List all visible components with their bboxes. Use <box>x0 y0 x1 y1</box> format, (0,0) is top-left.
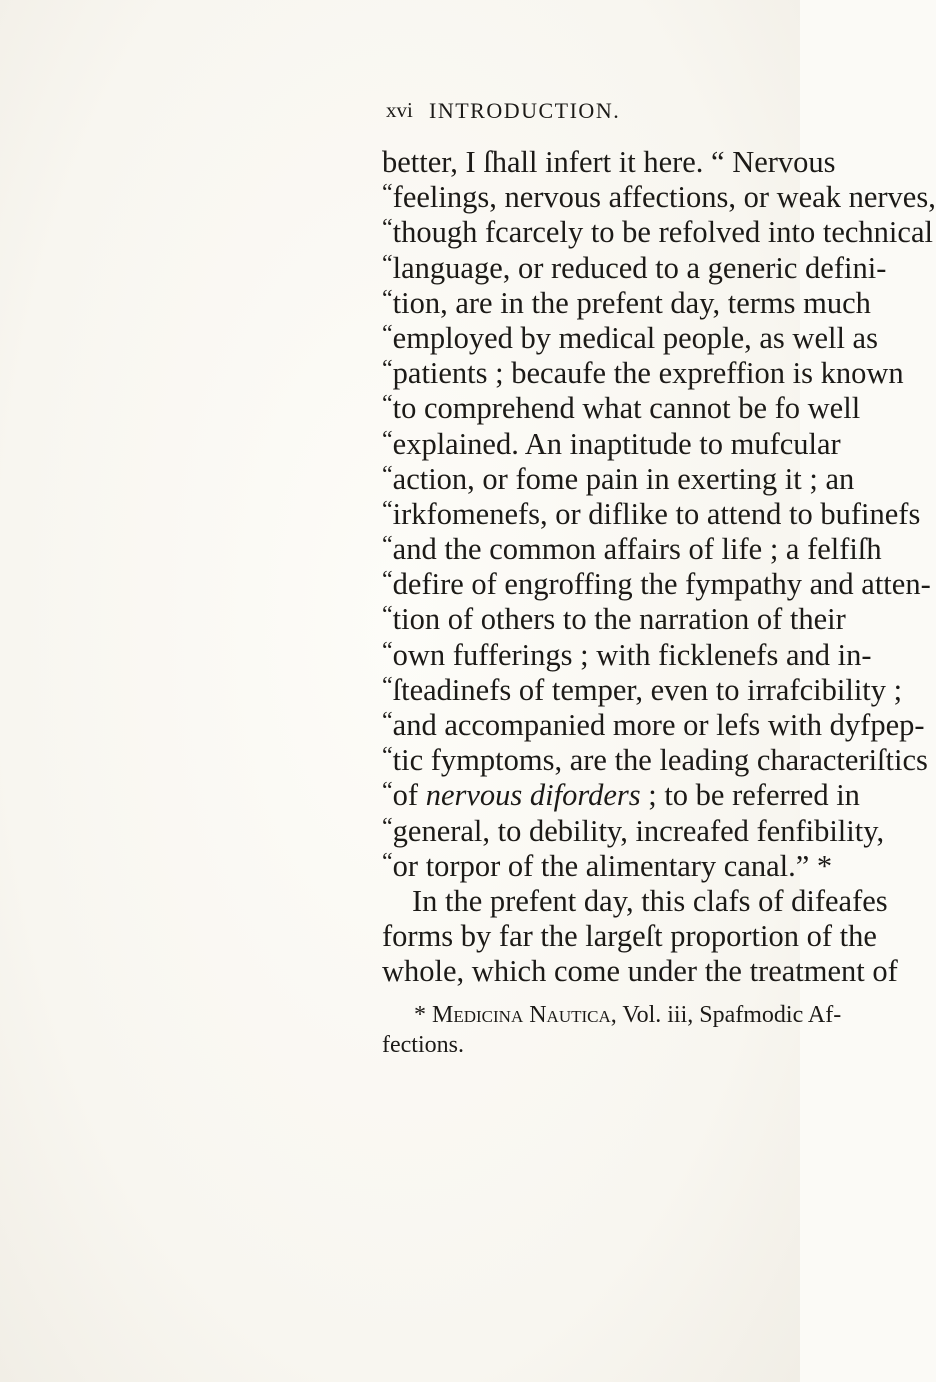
text-line: “ explained. An inaptitude to mufcular <box>382 426 841 461</box>
text-line: “ tion, are in the prefent day, terms much <box>382 285 871 320</box>
page-number: xvi <box>386 98 413 122</box>
text-line: “ though fcarcely to be refolved into technical <box>382 215 933 250</box>
text-line: “ and accompanied more or lefs with dyfpep- <box>382 708 925 742</box>
text-line: “ patients ; becaufe the expreffion is known <box>382 356 904 391</box>
text-line: better, I ſhall infert it here. “ Nervous <box>382 145 836 179</box>
text-line: “ ſteadinefs of temper, even to irrafcibility ; <box>382 672 903 707</box>
text-line: “ irkfomenefs, or diflike to attend to bufinefs <box>382 496 921 531</box>
text-line: “ action, or fome pain in exerting it ; an <box>382 461 855 496</box>
text-line: “ of nervous diforders ; to be referred in <box>382 778 860 813</box>
text-line: In the prefent day, this clafs of difeafes <box>412 883 888 918</box>
footnote <box>382 1000 842 1060</box>
text-line: “ defire of engroffing the fympathy and atten- <box>382 567 931 602</box>
text-line: “ general, to debility, increafed fenfibility, <box>382 813 885 848</box>
text-line: “ employed by medical people, as well as <box>382 320 878 355</box>
text-line: whole, which come under the treatment of <box>382 954 898 989</box>
text-line: “ own fufferings ; with ficklenefs and in- <box>382 637 872 672</box>
footnote-line: * Medicina Nautica, Vol. iii, Spafmodic Af- <box>414 1002 842 1028</box>
text-line: forms by far the largeſt proportion of the <box>382 919 877 954</box>
text-line: “ and the common affairs of life ; a felfiſh <box>382 532 882 567</box>
footnote-line: fections. <box>382 1032 464 1058</box>
text-line: “ feelings, nervous affections, or weak nerves, <box>382 180 936 215</box>
text-line: “ or torpor of the alimentary canal.” * <box>382 848 833 883</box>
text-line: “ language, or reduced to a generic defini- <box>382 250 887 285</box>
text-line: “ to comprehend what cannot be fo well <box>382 391 861 426</box>
running-title: INTRODUCTION. <box>429 98 621 123</box>
main-text <box>382 145 936 990</box>
text-line: “ tion of others to the narration of their <box>382 602 846 637</box>
text-line: “ tic fymptoms, are the leading characteriſtics <box>382 743 928 778</box>
running-header <box>386 98 740 128</box>
